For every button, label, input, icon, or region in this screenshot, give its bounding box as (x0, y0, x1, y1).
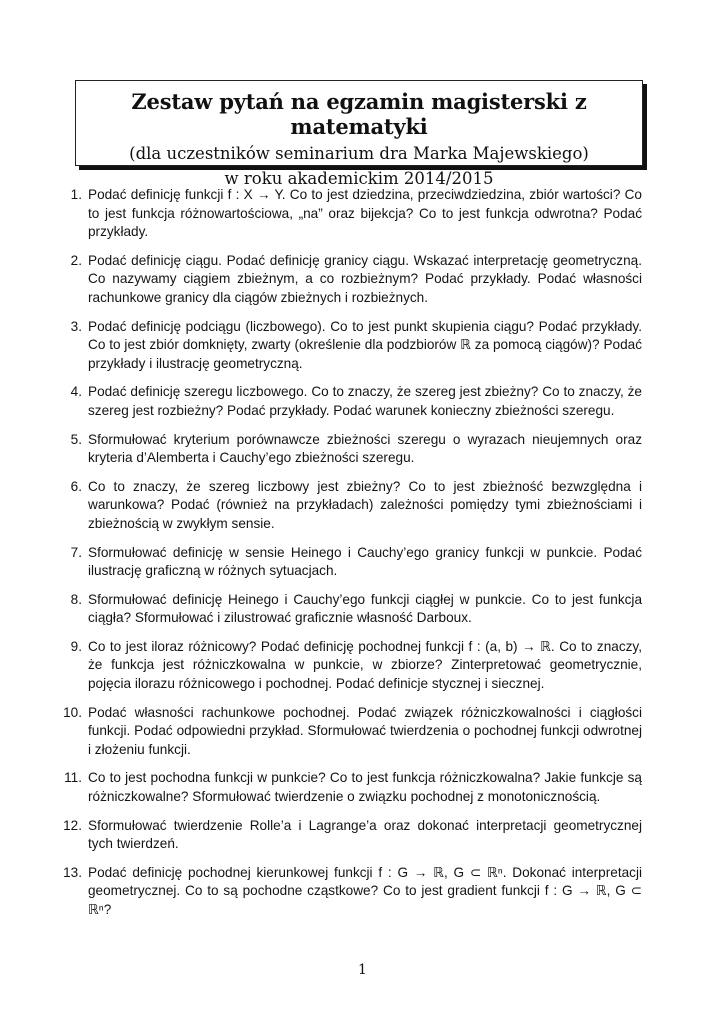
question-text: Sformułować kryterium porównawcze zbieżności szeregu o wyrazach nieujemnych oraz kryteria d’Alemberta i Cauchy’ego zbieżności szeregu. (88, 431, 642, 466)
question-number: 10. (63, 704, 82, 720)
document-subtitle-line2: w roku akademickim 2014/2015 (224, 169, 494, 188)
question-number: 4. (70, 384, 82, 400)
question-number: 9. (70, 638, 82, 654)
question-item (58, 704, 642, 760)
question-item (58, 544, 642, 581)
question-item (58, 638, 642, 694)
page-number: 1 (358, 962, 367, 978)
question-text: Podać definicję pochodnej kierunkowej funkcji f : G → ℝ, G ⊂ ℝⁿ. Dokonać interpretacji geometrycznej. Co to są pochodne cząstkowe? Co to jest gradient funkcji f : G → ℝ, G ⊂ ℝⁿ? (88, 864, 642, 917)
question-text: Sformułować twierdzenie Rolle’a i Lagrange’a oraz dokonać interpretacji geometrycznej tych twierdzeń. (88, 817, 642, 852)
question-text: Co to jest iloraz różnicowy? Podać definicję pochodnej funkcji f : (a, b) → ℝ. Co to znaczy, że funkcja jest różniczkowalna w punkcie, w zbiorze? Zinterpretować geometrycznie, pojęcia ilorazu różnicowego i pochodnej. Podać definicje stycznej i siecznej. (88, 638, 642, 692)
question-number: 5. (70, 431, 82, 447)
question-number: 1. (70, 187, 82, 202)
question-number: 2. (70, 252, 82, 268)
question-number: 8. (70, 591, 82, 607)
question-item (58, 318, 642, 374)
question-item (58, 186, 642, 242)
question-number: 6. (70, 478, 82, 494)
question-item (58, 817, 642, 854)
question-text: Sformułować definicję w sensie Heinego i Cauchy’ego granicy funkcji w punkcie. Podać ilustrację graficzną w różnych sytuacjach. (88, 544, 642, 579)
question-item (58, 478, 642, 534)
document-title: Zestaw pytań na egzamin magisterski z matematyki (131, 89, 587, 139)
question-text: Podać definicję ciągu. Podać definicję granicy ciągu. Wskazać interpretację geometryczną. Co nazywamy ciągiem zbieżnym, a co rozbieżnym? Podać przykłady. Podać własności rachunkowe granicy dla ciągów zbieżnych i rozbieżnych. (88, 252, 642, 305)
question-text: Co to jest pochodna funkcji w punkcie? Co to jest funkcja różniczkowalna? Jakie funkcje są różniczkowalne? Sformułować twierdzenie o związku pochodnej z monotonicznością. (88, 770, 642, 805)
question-text: Podać definicję podciągu (liczbowego). Co to jest punkt skupienia ciągu? Podać przykłady. Co to jest zbiór domknięty, zwarty (określenie dla podzbiorów ℝ za pomocą ciągów)? Podać przykłady i ilustrację geometryczną. (88, 318, 642, 371)
question-number: 3. (70, 318, 82, 334)
question-item (58, 769, 642, 806)
question-text: Podać własności rachunkowe pochodnej. Podać związek różniczkowalności i ciągłości funkcji. Podać odpowiedni przykład. Sformułować twierdzenia o pochodnej funkcji odwrotnej i złożeniu funkcji. (88, 704, 642, 757)
question-item (58, 431, 642, 468)
question-item (58, 591, 642, 628)
question-text: Co to znaczy, że szereg liczbowy jest zbieżny? Co to jest zbieżność bezwzględna i warunkowa? Podać (również na przykładach) zależności pomiędzy tymi zbieżnościami i zbieżnością w zwykłym sensie. (88, 478, 642, 531)
question-list (58, 186, 642, 930)
question-number: 11. (64, 770, 82, 786)
question-text: Podać definicję szeregu liczbowego. Co to znaczy, że szereg jest zbieżny? Co to znaczy, że szereg jest rozbieżny? Podać przykłady. Podać warunek konieczny zbieżności szeregu. (88, 384, 642, 418)
question-text: Sformułować definicję Heinego i Cauchy’ego funkcji ciągłej w punkcie. Co to jest funkcja ciągła? Sformułować i zilustrować graficznie własność Darboux. (88, 591, 642, 626)
question-number: 13. (63, 864, 82, 880)
question-text: Podać definicję funkcji f : X → Y. Co to jest dziedzina, przeciwdziedzina, zbiór wartości? Co to jest funkcja różnowartościowa, „na” oraz bijekcja? Co to jest funkcja odwrotna? Podać przykłady. (88, 187, 642, 240)
title-box (75, 80, 643, 188)
question-number: 12. (63, 817, 82, 833)
document-subtitle-line1: (dla uczestników seminarium dra Marka Majewskiego) (129, 144, 589, 163)
question-item (58, 383, 642, 420)
question-item (58, 252, 642, 308)
question-item (58, 864, 642, 920)
question-number: 7. (70, 544, 82, 560)
